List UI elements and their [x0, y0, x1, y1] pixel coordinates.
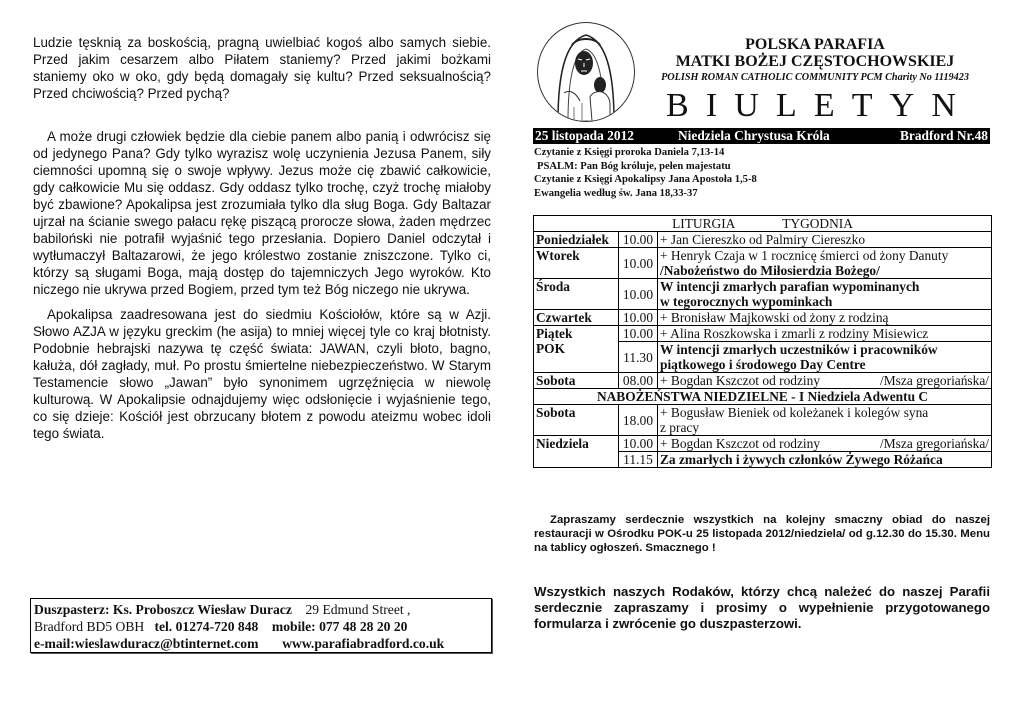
day-subname: POK — [536, 341, 566, 356]
heading-letter: T — [851, 87, 873, 124]
psalm: PSALM: Pan Bóg króluje, pełen majestatu — [537, 160, 731, 172]
sunday-header-row — [534, 389, 992, 405]
day-cell: Sobota — [534, 373, 619, 389]
time-cell: 10.00 — [619, 232, 658, 248]
reading-2: Czytanie z Księgi Apokalipsy Jana Apostoła 1,5-8 — [534, 174, 757, 185]
table-row — [534, 310, 992, 326]
intention-line: W intencji zmarłych uczestników i pracowników — [660, 342, 938, 357]
mass-type: /Msza gregoriańska/ — [880, 436, 989, 451]
time-cell: 10.00 — [619, 436, 658, 452]
intention-cell — [658, 248, 992, 279]
lunch-invitation: Zapraszamy serdecznie wszystkich na kolejny smaczny obiad do naszej restauracji w Ośrodku POK-u 25 listopada 2012/niedziela/ od g.12.30 do 15.30. Menu na tablicy ogłoszeń. Smacznego ! — [534, 514, 990, 554]
feast-name: Niedziela Chrystusa Króla — [678, 128, 830, 143]
table-header-row — [534, 216, 992, 232]
parish-title-line2: MATKI BOŻEJ CZĘSTOCHOWSKIEJ — [675, 53, 955, 70]
intention-line: piątkowego i środowego Day Centre — [660, 357, 866, 372]
day-cell: Sobota — [534, 405, 619, 436]
table-row — [534, 248, 992, 279]
table-row — [534, 405, 992, 436]
intention-cell — [658, 342, 992, 373]
parish-title-line1: POLSKA PARAFIA — [745, 36, 885, 53]
table-row — [534, 326, 992, 342]
sunday-title: NABOŻEŃSTWA NIEDZIELNE - I Niedziela Adwentu C — [534, 389, 992, 405]
day-cell: Czwartek — [534, 310, 619, 326]
bulletin-heading — [666, 88, 956, 124]
table-row — [534, 373, 992, 389]
heading-letter: Y — [889, 87, 915, 124]
reading-1: Czytanie z Księgi proroka Daniela 7,13-14 — [534, 147, 725, 158]
time-cell: 11.30 — [619, 342, 658, 373]
table-row — [534, 436, 992, 452]
parish-subtitle: POLISH ROMAN CATHOLIC COMMUNITY PCM Charity No 1119423 — [661, 72, 969, 83]
time-cell: 10.00 — [619, 279, 658, 310]
time-cell: 10.00 — [619, 310, 658, 326]
time-cell: 10.00 — [619, 248, 658, 279]
readings-list — [534, 146, 757, 200]
intention-cell — [658, 373, 992, 389]
intention-cell — [658, 436, 992, 452]
heading-letter: B — [666, 87, 689, 124]
day-name: Piątek — [536, 326, 573, 341]
day-cell: Poniedziałek — [534, 232, 619, 248]
day-cell: Niedziela — [534, 436, 619, 468]
heading-letter: I — [705, 87, 718, 124]
mobile: mobile: 077 48 28 20 20 — [271, 619, 408, 634]
heading-letter: U — [734, 87, 759, 124]
telephone: tel. 01274-720 848 — [154, 619, 259, 634]
intention-line: W intencji zmarłych parafian wypominanych — [660, 279, 920, 294]
day-cell: Wtorek — [534, 248, 619, 279]
contact-box — [30, 598, 492, 653]
intention-line: w tegorocznych wypominkach — [660, 294, 833, 309]
parish-title — [640, 36, 990, 70]
intention-line: + Bogusław Bieniek od koleżanek i kolegów syna — [660, 405, 929, 420]
intention-line: /Nabożeństwo do Miłosierdzia Bożego/ — [660, 263, 880, 278]
intention-cell: + Bronisław Majkowski od żony z rodziną — [658, 310, 992, 326]
paragraph-1: Ludzie tęsknią za boskością, pragną uwielbiać kogoś albo samych siebie. Przed jakim cesarzem albo Piłatem staniemy? Przed jakimi bożkami staniemy oko w oko, gdy będą domagały się kultu? Przed seksualnością? Przed chciwością? Przed pychą? — [33, 35, 491, 101]
paragraph-3: Apokalipsa zaadresowana jest do siedmiu Kościołów, które są w Azji. Słowo AZJA w języku greckim (he asija) to mniej więcej tyle co kraj błotnisty. Podobnie hebrajski nazywa tę część świata: JAWAN, czyli błoto, bagno, kałuża, dół zagłady, muł. Po prostu śmiertelne niebezpieczeństwo. W Starym Testamencie słowo „Jawan” było synonimem ugrzęźnięcia w niewolę kulturową. W Apokalipsie odnajdujemy więc odsłonięcie i wyjaśnienie tego, co się dzieje: Kościół jest obrzucany błotem z powodu ateizmu wobec idoli tego świata. — [33, 307, 491, 441]
left-column — [33, 34, 491, 456]
time-cell: 11.15 — [619, 452, 658, 468]
priest-name: Duszpasterz: Ks. Proboszcz Wiesław Duracz — [34, 602, 292, 617]
gospel: Ewangelia według św. Jana 18,33-37 — [534, 187, 698, 199]
intention-cell: + Alina Roszkowska i zmarli z rodziny Misiewicz — [658, 326, 992, 342]
bulletin-number: Bradford Nr.48 — [899, 128, 988, 143]
intention-cell — [658, 279, 992, 310]
madonna-icon — [537, 22, 635, 122]
intention-cell: Za zmarłych i żywych członków Żywego Różańca — [658, 452, 992, 468]
website[interactable]: www.parafiabradford.co.uk — [282, 636, 445, 651]
intention-text: + Bogdan Kszczot od rodziny — [660, 436, 821, 451]
mass-type: /Msza gregoriańska/ — [880, 373, 989, 388]
liturgy-table — [533, 215, 992, 468]
email[interactable]: e-mail:wieslawduracz@btinternet.com — [34, 636, 259, 651]
intention-cell: + Jan Ciereszko od Palmiry Ciereszko — [658, 232, 992, 248]
heading-letter: N — [931, 87, 956, 124]
day-cell — [534, 326, 619, 373]
table-title-a: LITURGIA — [672, 216, 736, 231]
intention-line: + Henryk Czaja w 1 rocznicę śmierci od żony Danuty — [660, 248, 949, 263]
city-address: Bradford BD5 OBH — [34, 619, 145, 634]
time-cell: 08.00 — [619, 373, 658, 389]
intention-line: z pracy — [660, 420, 700, 435]
table-title-b: TYGODNIA — [782, 216, 853, 231]
heading-letter: E — [813, 87, 835, 124]
paragraph-2: A może drugi człowiek będzie dla ciebie panem albo panią i odwrócisz się od jedynego Pana? Gdy tylko wyrazisz wolę uczynienia Jezusa Panem, siły ciemności upomną się o swoje wpływy. Jezus może cię zbawić całkowicie, gdy całkowicie Mu się oddasz. Gdy oddasz tylko trochę, czyż trochę miałoby być zbawione? Apokalipsa jest zrozumiała tylko dla sług Boga. Gdy Baltazar ujrzał na ścianie swego pałacu rękę piszącą prorocze słowa, żaden mędrzec babiloński nie potrafił wyjaśnić tego przesłania. Dopiero Daniel odczytał i wytłumaczył Baltazarowi, że jego królestwo zostanie zniszczone. Tylko ci, którzy są sługami Boga, mają dostęp do tajemniczych Jego wyroków. Kto niczego nie ukrywa przed Bogiem, przed tym też Bóg niczego nie ukrywa. — [33, 129, 491, 297]
table-row — [534, 279, 992, 310]
table-row — [534, 232, 992, 248]
registration-invitation: Wszystkich naszych Rodaków, którzy chcą należeć do naszej Parafii serdecznie zapraszamy i prosimy o wypełnienie przygotowanego formularza i zwrócenie go duszpasterzowi. — [534, 584, 990, 631]
bulletin-date: 25 listopada 2012 — [535, 128, 634, 143]
time-cell: 10.00 — [619, 326, 658, 342]
time-cell: 18.00 — [619, 405, 658, 436]
heading-letter: L — [775, 87, 797, 124]
intention-cell — [658, 405, 992, 436]
date-banner — [533, 128, 990, 144]
intention-text: + Bogdan Kszczot od rodziny — [660, 373, 821, 388]
day-cell: Środa — [534, 279, 619, 310]
street-address: 29 Edmund Street , — [305, 602, 411, 617]
